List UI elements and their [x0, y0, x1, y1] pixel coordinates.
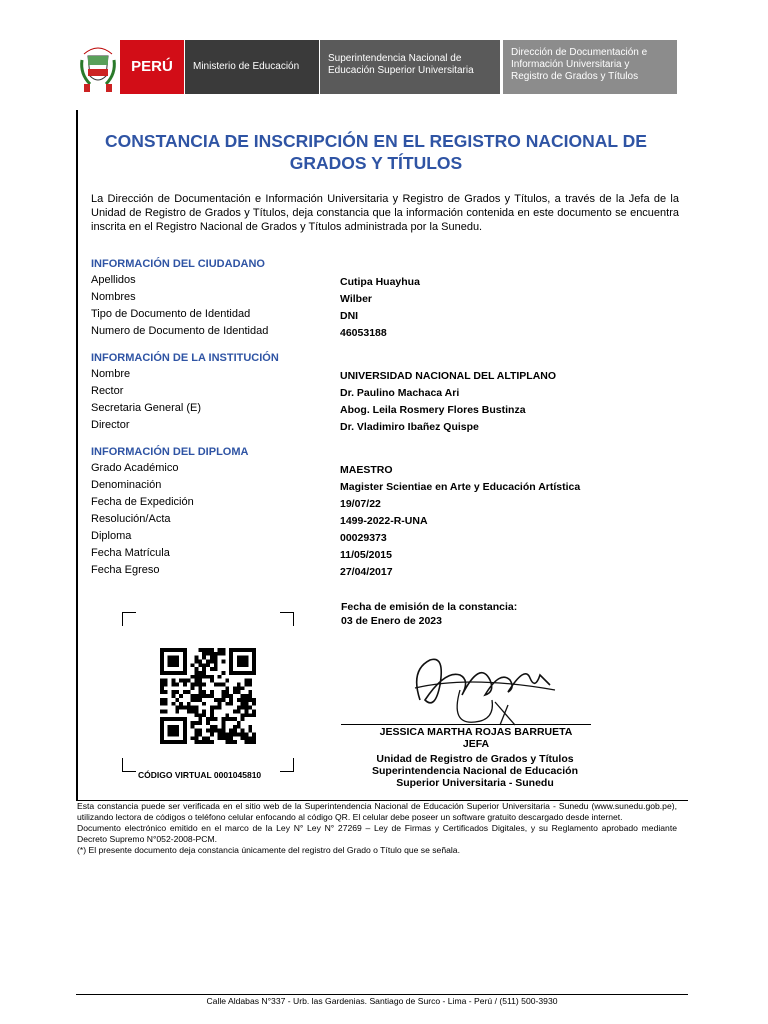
field-row — [91, 513, 651, 527]
field-value: MAESTRO — [340, 464, 393, 476]
field-value: 00029373 — [340, 532, 387, 544]
peru-crest-icon — [76, 40, 120, 94]
document-title — [86, 130, 666, 174]
field-value: Magister Scientiae en Arte y Educación Artística — [340, 481, 581, 493]
field-label: Apellidos — [91, 274, 136, 286]
field-row — [91, 274, 651, 288]
signer-block — [341, 726, 611, 750]
field-label: Secretaria General (E) — [91, 402, 202, 414]
title-line: GRADOS Y TÍTULOS — [289, 153, 463, 173]
field-row — [91, 291, 651, 305]
sunedu-line: Superintendencia Nacional de — [328, 53, 462, 64]
field-label: Fecha Matrícula — [91, 547, 170, 559]
frame-corner — [280, 758, 294, 772]
address: Calle Aldabas N°337 - Urb. las Gardenias. Santiago de Surco - Lima - Perú / (511) 500-3930 — [206, 996, 558, 1006]
unit-line: Unidad de Registro de Grados y Títulos — [376, 753, 574, 765]
unit-line: Superintendencia Nacional de Educación — [372, 765, 578, 777]
emision-date: 03 de Enero de 2023 — [341, 615, 442, 627]
bottom-rule — [76, 994, 688, 995]
signature-line — [341, 724, 591, 725]
left-rule — [76, 110, 78, 800]
note-line: (*) El presente documento deja constancia únicamente del registro del Grado o Título que se señala. — [77, 845, 460, 855]
section-institucion-heading: INFORMACIÓN DE LA INSTITUCIÓN — [91, 352, 279, 364]
field-value: Wilber — [340, 293, 372, 305]
unit-block — [341, 753, 609, 789]
direccion-line: Dirección de Documentación e — [511, 47, 648, 58]
direccion-line: Información Universitaria y — [511, 59, 630, 70]
field-value: Abog. Leila Rosmery Flores Bustinza — [340, 404, 526, 416]
sunedu-line: Educación Superior Universitaria — [328, 65, 474, 76]
field-value: Cutipa Huayhua — [340, 276, 420, 288]
qr-code-icon[interactable] — [160, 648, 256, 744]
field-value: 27/04/2017 — [340, 566, 393, 578]
field-value: Dr. Vladimiro Ibañez Quispe — [340, 421, 479, 433]
ministerio-label: Ministerio de Educación — [185, 40, 319, 94]
field-row — [91, 547, 651, 561]
field-row — [91, 402, 651, 416]
field-row — [91, 462, 651, 476]
header-bar — [76, 40, 677, 94]
field-label: Resolución/Acta — [91, 513, 171, 525]
signer-name: JESSICA MARTHA ROJAS BARRUETA — [379, 726, 573, 738]
verification-note — [77, 801, 677, 856]
field-row — [91, 308, 651, 322]
field-label: Numero de Documento de Identidad — [91, 325, 269, 337]
section-ciudadano-heading: INFORMACIÓN DEL CIUDADANO — [91, 258, 265, 270]
field-value: 1499-2022-R-UNA — [340, 515, 428, 527]
field-row — [91, 325, 651, 339]
field-row — [91, 385, 651, 399]
emision-label: Fecha de emisión de la constancia: — [341, 601, 518, 613]
direccion-line: Registro de Grados y Títulos — [511, 71, 639, 82]
title-line: CONSTANCIA DE INSCRIPCIÓN EN EL REGISTRO NACIONAL DE — [105, 131, 647, 151]
codigo-virtual: CÓDIGO VIRTUAL 0001045810 — [138, 770, 262, 780]
field-value: 19/07/22 — [340, 498, 381, 510]
intro-paragraph: La Dirección de Documentación e Información Universitaria y Registro de Grados y Títulos, a través de la Jefa de la Unidad de Registro de Grados y Títulos, deja constancia que la información contenida en este documento se encuentra inscrita en el Registro Nacional de Grados y Títulos administrada por la Sunedu. — [91, 193, 679, 233]
field-label: Diploma — [91, 530, 132, 542]
field-value: DNI — [340, 310, 359, 322]
field-row — [91, 479, 651, 493]
signature-icon — [400, 630, 560, 730]
direccion-label — [503, 40, 677, 94]
field-label: Director — [91, 419, 130, 431]
sunedu-label — [320, 40, 500, 94]
field-value: Dr. Paulino Machaca Ari — [340, 387, 460, 399]
field-row — [91, 496, 651, 510]
qr-frame — [122, 612, 294, 772]
field-value: 11/05/2015 — [340, 549, 392, 561]
note-line: Documento electrónico emitido en el marco de la Ley N° Ley N° 27269 – Ley de Firmas y Certificados Digitales, y su Reglamento aprobado mediante Decreto Supremo N°052-2008-PCM. — [77, 823, 677, 844]
field-row — [91, 368, 651, 382]
field-label: Rector — [91, 385, 124, 397]
field-label: Nombres — [91, 291, 136, 303]
field-label: Fecha Egreso — [91, 564, 160, 576]
note-line: Esta constancia puede ser verificada en el sitio web de la Superintendencia Nacional de Educación Superior Universitaria - Sunedu (www.sunedu.gob.pe), utilizando lectora de códigos o teléfono celular enfocando al código QR. El celular debe poseer un software gratuito descargado desde internet. — [77, 801, 677, 822]
field-row — [91, 419, 651, 433]
section-diploma-heading: INFORMACIÓN DEL DIPLOMA — [91, 446, 249, 458]
frame-corner — [122, 612, 136, 626]
signer-role: JEFA — [462, 738, 490, 750]
emision-block — [341, 600, 517, 628]
field-label: Nombre — [91, 368, 131, 380]
frame-corner — [122, 758, 136, 772]
field-value: 46053188 — [340, 327, 387, 339]
field-label: Denominación — [91, 479, 162, 491]
field-row — [91, 530, 651, 544]
field-row — [91, 564, 651, 578]
frame-corner — [280, 612, 294, 626]
field-value: UNIVERSIDAD NACIONAL DEL ALTIPLANO — [340, 370, 557, 382]
field-label: Grado Académico — [91, 462, 179, 474]
unit-line: Superior Universitaria - Sunedu — [396, 777, 554, 789]
field-label: Fecha de Expedición — [91, 496, 194, 508]
peru-label: PERÚ — [120, 40, 184, 94]
field-label: Tipo de Documento de Identidad — [91, 308, 251, 320]
